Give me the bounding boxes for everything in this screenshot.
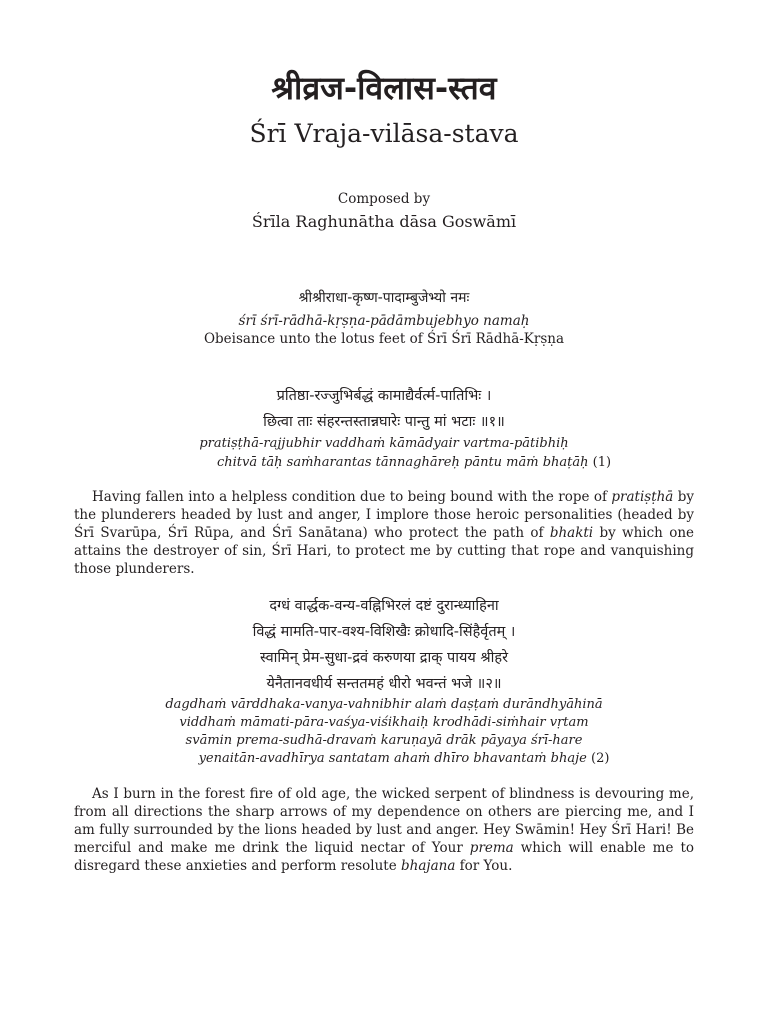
verse1-transliteration — [0, 434, 768, 472]
verse2-dev-line: दग्धं वार्द्धक-वन्य-वह्निभिरलं दष्टं दुरान्ध्याहिना — [269, 598, 499, 614]
translation-text: which will enable me to disregard these anxieties and perform resolute — [74, 840, 694, 874]
author-name: Śrīla Raghunātha dāsa Goswāmī — [251, 212, 517, 231]
verse1-number: (1) — [592, 455, 612, 470]
composed-by-label: Composed by — [337, 191, 431, 207]
invocation-translation: Obeisance unto the lotus feet of Śrī Śrī Rādhā-Kṛṣṇa — [203, 331, 565, 347]
verse2-iast-line: svāmin prema-sudhā-dravaṁ karuṇayā drāk pāyaya śrī-hare — [185, 733, 583, 748]
translation-text: Having fallen into a helpless condition due to being bound with the rope of — [92, 489, 612, 505]
verse2-iast-line: viddhaṁ māmati-pāra-vaśya-viśikhaiḥ krodhādi-siṁhair vṛtam — [179, 715, 589, 730]
verse2-dev-line: स्वामिन् प्रेम-सुधा-द्रवं करुणया द्राक् पायय श्रीहरे — [259, 650, 509, 666]
verse2-dev-line: विद्धं मामति-पार-वश्य-विशिखैः क्रोधादि-सिंहैर्वृतम् । — [252, 624, 516, 640]
verse1-translation — [74, 488, 694, 578]
translation-text: by which one attains the destroyer of sin, Śrī Hari, to protect me by cutting that rope and vanquishing those plunderers. — [74, 525, 695, 577]
translation-term: bhajana — [401, 858, 456, 874]
verse1-devanagari — [0, 383, 768, 435]
verse2-dev-line: येनैतानवधीर्य सन्ततमहं धीरो भवन्तं भजे ॥२॥ — [266, 676, 502, 692]
verse2-number: (2) — [591, 751, 610, 766]
translation-text: for You. — [455, 858, 513, 874]
verse2-iast-text: yenaitān-avadhīrya santatam ahaṁ dhīro bhavantaṁ bhaje — [198, 751, 587, 766]
title-devanagari: श्रीव्रज-विलास-स्तव — [271, 69, 497, 107]
title-transliteration: Śrī Vraja-vilāsa-stava — [249, 119, 519, 148]
verse2-devanagari — [0, 593, 768, 697]
verse1-dev-line: प्रतिष्ठा-रज्जुभिर्बद्धं कामाद्यैर्वर्त्म-पातिभिः । — [276, 388, 492, 404]
verse1-dev-line: छित्वा ताः संहरन्तस्तान्नघारेः पान्तु मां भटाः ॥१॥ — [263, 414, 505, 430]
translation-term: pratiṣṭhā — [611, 489, 674, 505]
verse2-translation — [74, 785, 694, 875]
invocation-transliteration: śrī śrī-rādhā-kṛṣṇa-pādāmbujebhyo namaḥ — [238, 313, 530, 329]
verse1-iast-text: chitvā tāḥ saṁharantas tānnaghāreḥ pāntu māṁ bhaṭāḥ — [216, 455, 589, 470]
translation-term: prema — [469, 840, 514, 856]
translation-text: As I burn in the forest fire of old age, the wicked serpent of blindness is devouring me, from all directions the sharp arrows of my dependence on others are piercing me, and I am fully surrounded by the lions headed by lust and anger. Hey Swāmin! Hey Śrī Hari! Be merciful and make me drink the liquid nectar of Your — [74, 786, 694, 856]
verse1-iast-line: pratiṣṭhā-rajjubhir vaddhaṁ kāmādyair vartma-pātibhiḥ — [199, 436, 569, 451]
verse1-iast-line — [0, 453, 768, 472]
verse2-iast-line — [0, 750, 768, 768]
translation-term: bhakti — [549, 525, 594, 541]
verse2-iast-line: dagdhaṁ vārddhaka-vanya-vahnibhir alaṁ daṣṭaṁ durāndhyāhinā — [165, 697, 603, 712]
invocation-devanagari: श्रीश्रीराधा-कृष्ण-पादाम्बुजेभ्यो नमः — [298, 290, 470, 306]
verse2-transliteration — [0, 696, 768, 768]
translation-text: by the plunderers headed by lust and anger, I implore those heroic personalities (headed by Śrī Svarūpa, Śrī Rūpa, and Śrī Sanātana) who protect the path of — [74, 489, 694, 541]
